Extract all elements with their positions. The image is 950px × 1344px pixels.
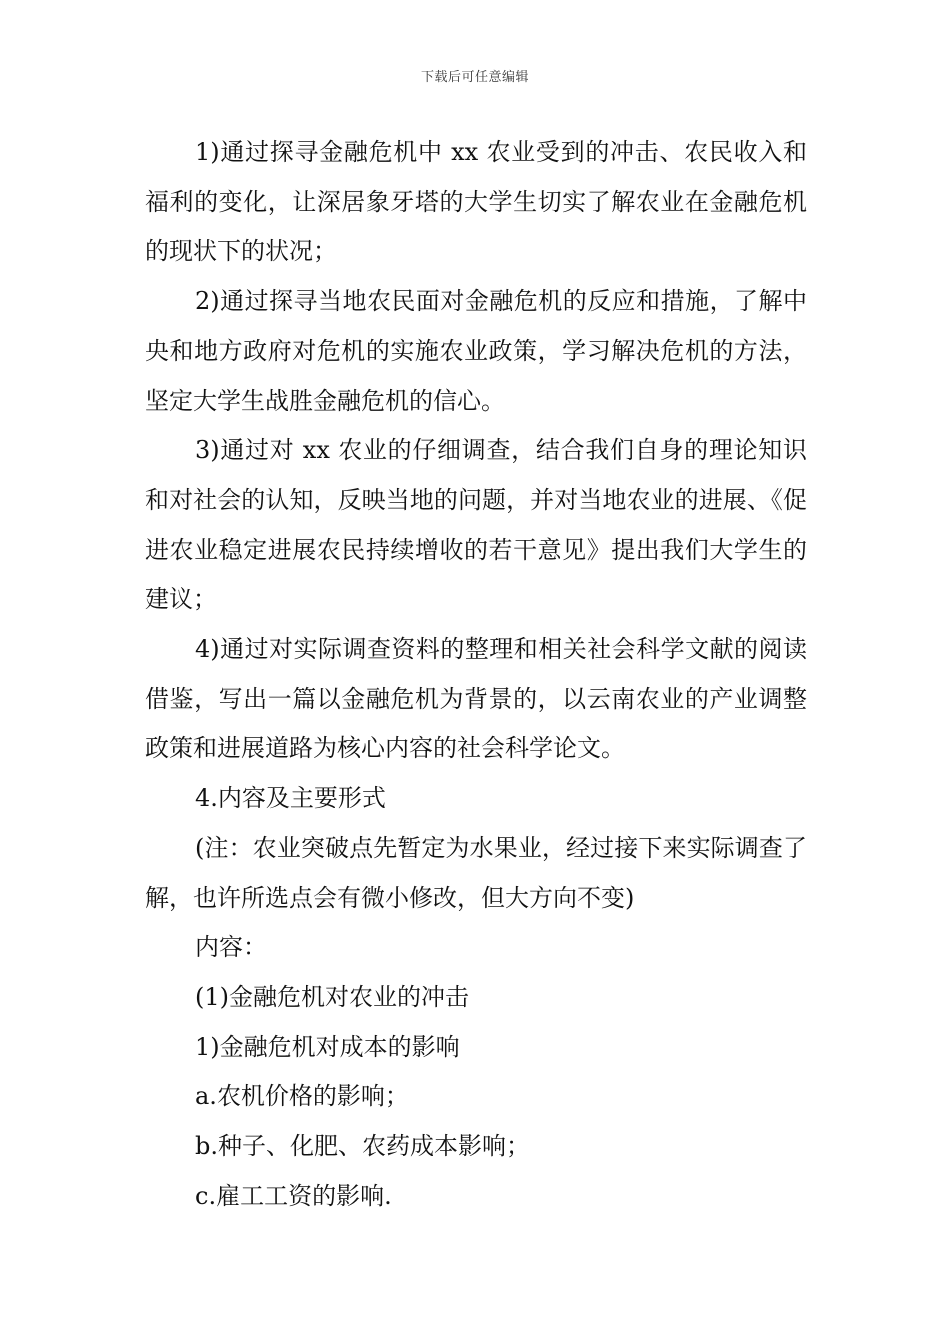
paragraph-note: (注：农业突破点先暂定为水果业，经过接下来实际调查了解，也许所选点会有微小修改，但大方向不变): [145, 833, 807, 912]
list-item-b: b.种子、化肥、农药成本影响；: [195, 1132, 530, 1161]
header-note: 下载后可任意编辑: [420, 70, 529, 85]
paragraph-objective-3: 3)通过对 xx 农业的仔细调查，结合我们自身的理论知识和对社会的认知，反映当地的问题，并对当地农业的进展、《促进农业稳定进展农民持续增收的若干意见》提出我们大学生的建议；: [145, 436, 807, 614]
section-heading-content: 4.内容及主要形式: [195, 784, 386, 813]
subheading-impact: (1)金融危机对农业的冲击: [195, 982, 469, 1011]
document-body: [145, 128, 807, 1221]
list-item-c: c.雇工工资的影响.: [195, 1181, 392, 1210]
list-item-a: a.农机价格的影响；: [195, 1082, 409, 1111]
paragraph-objective-2: 2)通过探寻当地农民面对金融危机的反应和措施，了解中央和地方政府对危机的实施农业政策，学习解决危机的方法，坚定大学生战胜金融危机的信心。: [145, 287, 807, 415]
subheading-cost-impact: 1)金融危机对成本的影响: [195, 1032, 460, 1061]
content-label: 内容：: [195, 933, 267, 962]
paragraph-objective-1: 1)通过探寻金融危机中 xx 农业受到的冲击、农民收入和福利的变化，让深居象牙塔的大学生切实了解农业在金融危机的现状下的状况；: [145, 138, 807, 266]
paragraph-objective-4: 4)通过对实际调查资料的整理和相关社会科学文献的阅读借鉴，写出一篇以金融危机为背景的，以云南农业的产业调整政策和进展道路为核心内容的社会科学论文。: [145, 635, 807, 763]
